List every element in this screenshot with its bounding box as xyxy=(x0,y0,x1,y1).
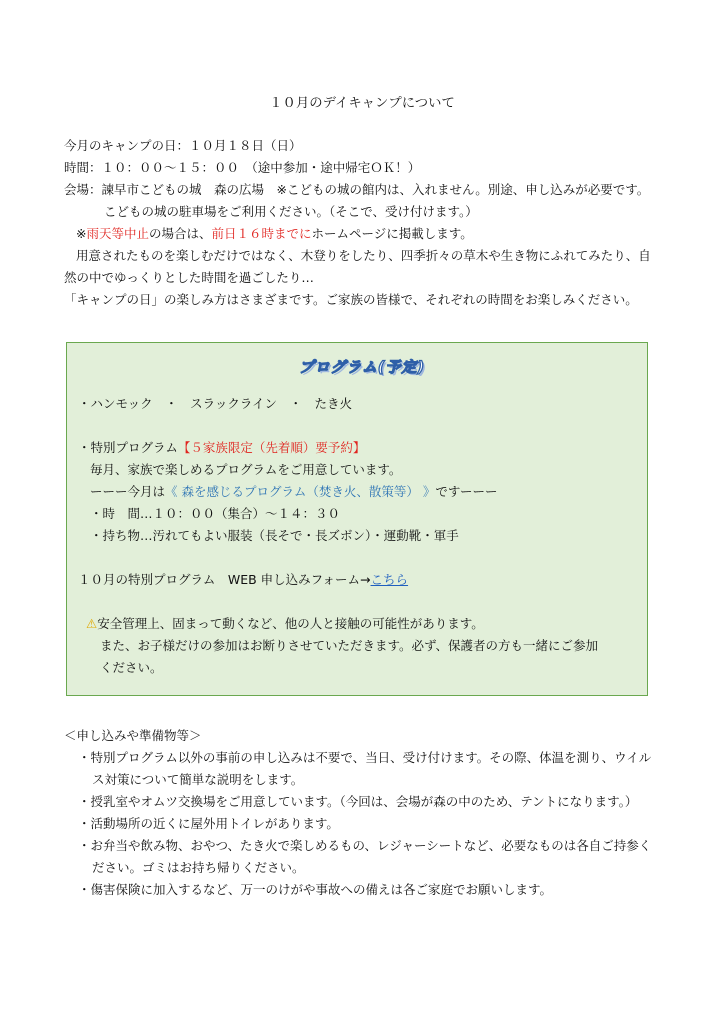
program-heading: プログラム(予定) xyxy=(298,359,426,376)
rain-notice xyxy=(76,224,473,242)
note-item-2: ・授乳室やオムツ交換場をご用意しています。（今回は、会場が森の中のため、テントになります。） xyxy=(78,794,638,809)
program-schedule: ・時 間…１０：００（集合）～１４：３０ xyxy=(90,506,341,521)
warning-line-1 xyxy=(86,614,484,632)
warning-text-2: また、お子様だけの参加はお断りさせていただきます。必ず、保護者の方も一緒にご参加 xyxy=(100,638,599,653)
intro-body-1: 用意されたものを楽しむだけではなく、木登りをしたり、四季折々の草木や生き物にふれてみたり、自 xyxy=(76,248,651,263)
rain-deadline-text: 前日１６時までに xyxy=(211,226,312,241)
rain-end-text: ホームページに掲載します。 xyxy=(311,226,473,241)
camp-time: 時間：１０：００～１５：００ （途中参加・途中帰宅ＯＫ！） xyxy=(64,160,421,175)
program-activities: ・ハンモック ・ スラックライン ・ たき火 xyxy=(78,396,353,411)
web-form-link[interactable]: こちら xyxy=(370,572,409,587)
program-theme: 《 森を感じるプログラム（焚き火、散策等） 》 xyxy=(165,484,436,499)
note-item-1a: ・特別プログラム以外の事前の申し込みは不要で、当日、受け付けます。その際、体温を測り、ウイル xyxy=(78,750,652,765)
intro-body-2: 然の中でゆっくりとした時間を過ごしたり… xyxy=(64,270,314,285)
note-item-4b: ださい。ゴミはお持ち帰りください。 xyxy=(92,860,305,875)
web-form-line xyxy=(78,570,408,588)
intro-body-3: 「キャンプの日」の楽しみ方はさまざまです。ご家族の皆様で、それぞれの時間をお楽しみください。 xyxy=(64,292,638,307)
warning-text-1: 安全管理上、固まって動くなど、他の人と接触の可能性があります。 xyxy=(97,616,484,631)
theme-suffix: ですーーー xyxy=(435,484,498,499)
special-program-note: 【５家族限定（先着順）要予約】 xyxy=(177,440,366,455)
camp-date: 今月のキャンプの日：１０月１８日（日） xyxy=(64,138,302,153)
special-program-desc: 毎月、家族で楽しめるプログラムをご用意しています。 xyxy=(90,462,402,477)
rain-mark: ※ xyxy=(76,226,87,241)
rain-cancel-text: 雨天等中止 xyxy=(86,226,149,241)
special-program-line xyxy=(78,438,365,456)
note-item-4a: ・お弁当や飲み物、おやつ、たき火で楽しめるもの、レジャーシートなど、必要なものは各自ご持参く xyxy=(78,838,652,853)
special-program-label: ・特別プログラム xyxy=(78,440,178,455)
note-item-5: ・傷害保険に加入するなど、万一のけがや事故への備えは各ご家庭でお願いします。 xyxy=(78,882,553,897)
web-form-label: １０月の特別プログラム WEB 申し込みフォーム→ xyxy=(78,572,371,587)
page-title: １０月のデイキャンプについて xyxy=(269,96,455,111)
warning-text-3: ください。 xyxy=(100,660,163,675)
rain-mid-text: の場合は、 xyxy=(149,226,212,241)
program-belongings: ・持ち物…汚れてもよい服装（長そで・長ズボン）・運動靴・軍手 xyxy=(90,528,459,543)
note-item-3: ・活動場所の近くに屋外用トイレがあります。 xyxy=(78,816,339,831)
program-theme-line xyxy=(90,482,497,500)
notes-heading: ＜申し込みや準備物等＞ xyxy=(64,728,202,743)
theme-prefix: ーーー今月は xyxy=(90,484,166,499)
warning-icon: ⚠ xyxy=(86,616,98,631)
note-item-1b: ス対策について簡単な説明をします。 xyxy=(92,772,304,787)
camp-venue: 会場：諫早市こどもの城 森の広場 ※こどもの城の館内は、入れません。別途、申し込みが必要です。 xyxy=(64,182,650,197)
parking-note: こどもの城の駐車場をご利用ください。（そこで、受け付けます。） xyxy=(104,204,478,219)
